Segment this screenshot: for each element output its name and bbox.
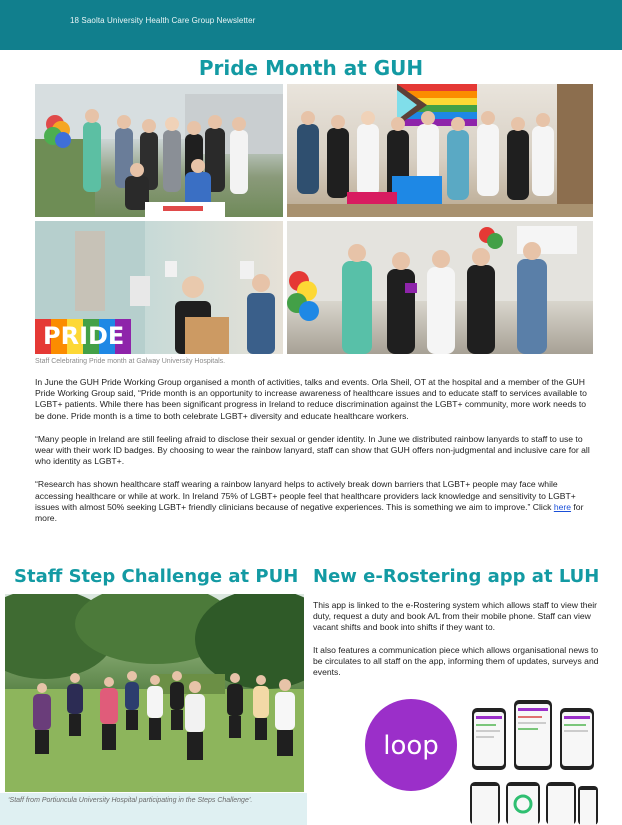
pride-paragraph-2: “Many people in Ireland are still feeling afraid to disclose their sexual or gender identity. In June we distributed rainbow lanyards to staff to use to wear with their work ID badges. By choosing to wear the rainbow lanyard, staff can show that GUH offers non-judgmental and inclusive care for all who identity as LGBT+. [35, 433, 590, 467]
pride-paragraph-3-text: “Research has shown healthcare staff wearing a rainbow lanyard helps to actively break down barriers that LGBT+ people may face while accessing healthcare or while at work. In Ireland 75% of LGBT+ people feel that healthcare providers lack knowledge and sensitivity to LGBT+ issues with almost 50% seeking LGBT+ friendly clinicians because of negative experiences. This is something we aim to improve.” Click [35, 479, 576, 512]
photo-pride-staff-flags [287, 221, 593, 354]
pride-paragraph-3-end: for more. [35, 501, 584, 524]
loop-logo-text: loop [383, 731, 439, 761]
app-phone-screens [470, 700, 600, 825]
pride-article [35, 377, 595, 536]
loop-app-logo [364, 698, 458, 792]
rostering-paragraph-1: This app is linked to the e-Rostering system which allows staff to view their duty, request a duty and book A/L from their mobile phone. Staff can view vacant shifts and book into shifts if they want to. [313, 600, 598, 633]
pride-paragraph-1: In June the GUH Pride Working Group organised a month of activities, talks and events. Orla Sheil, OT at the hospital and a member of the GUH Pride Working Group said, “Pride month is an opportunity to increase awareness of healthcare issues and to educate staff to services available to LGBT+ patients. While there has been significant progress in Ireland to reduce discrimination against the LGBT+ community, more work needs to be done. Pride month is a time to both celebrate LGBT+ diversity and educate healthcare workers. [35, 377, 587, 421]
header-text: 18 Saolta University Health Care Group Newsletter [70, 16, 256, 25]
rostering-title: New e-Rostering app at LUH [313, 566, 600, 587]
rostering-paragraph-2: It also features a communication piece which allows organisational news to be circulates to all staff on the app, informing them of updates, surveys and events. [313, 644, 599, 678]
pride-title: Pride Month at GUH [198, 56, 424, 80]
banner-text: PRIDE [43, 322, 125, 350]
photo-steps-challenge [5, 594, 304, 792]
header-bar [0, 0, 622, 50]
pride-more-link[interactable]: here [553, 501, 572, 512]
pride-paragraph-3 [35, 479, 595, 524]
pride-caption: Staff Celebrating Pride month at Galway University Hospitals. [35, 358, 226, 365]
steps-caption: ‘Staff from Portiuncula University Hospital participating in the Steps Challenge’. [8, 797, 253, 804]
rostering-article [313, 600, 603, 689]
steps-title: Staff Step Challenge at PUH [14, 566, 299, 587]
photo-pride-speaker [35, 221, 283, 354]
photo-pride-indoor-flag [287, 84, 593, 217]
photo-pride-group-outdoor [35, 84, 283, 217]
